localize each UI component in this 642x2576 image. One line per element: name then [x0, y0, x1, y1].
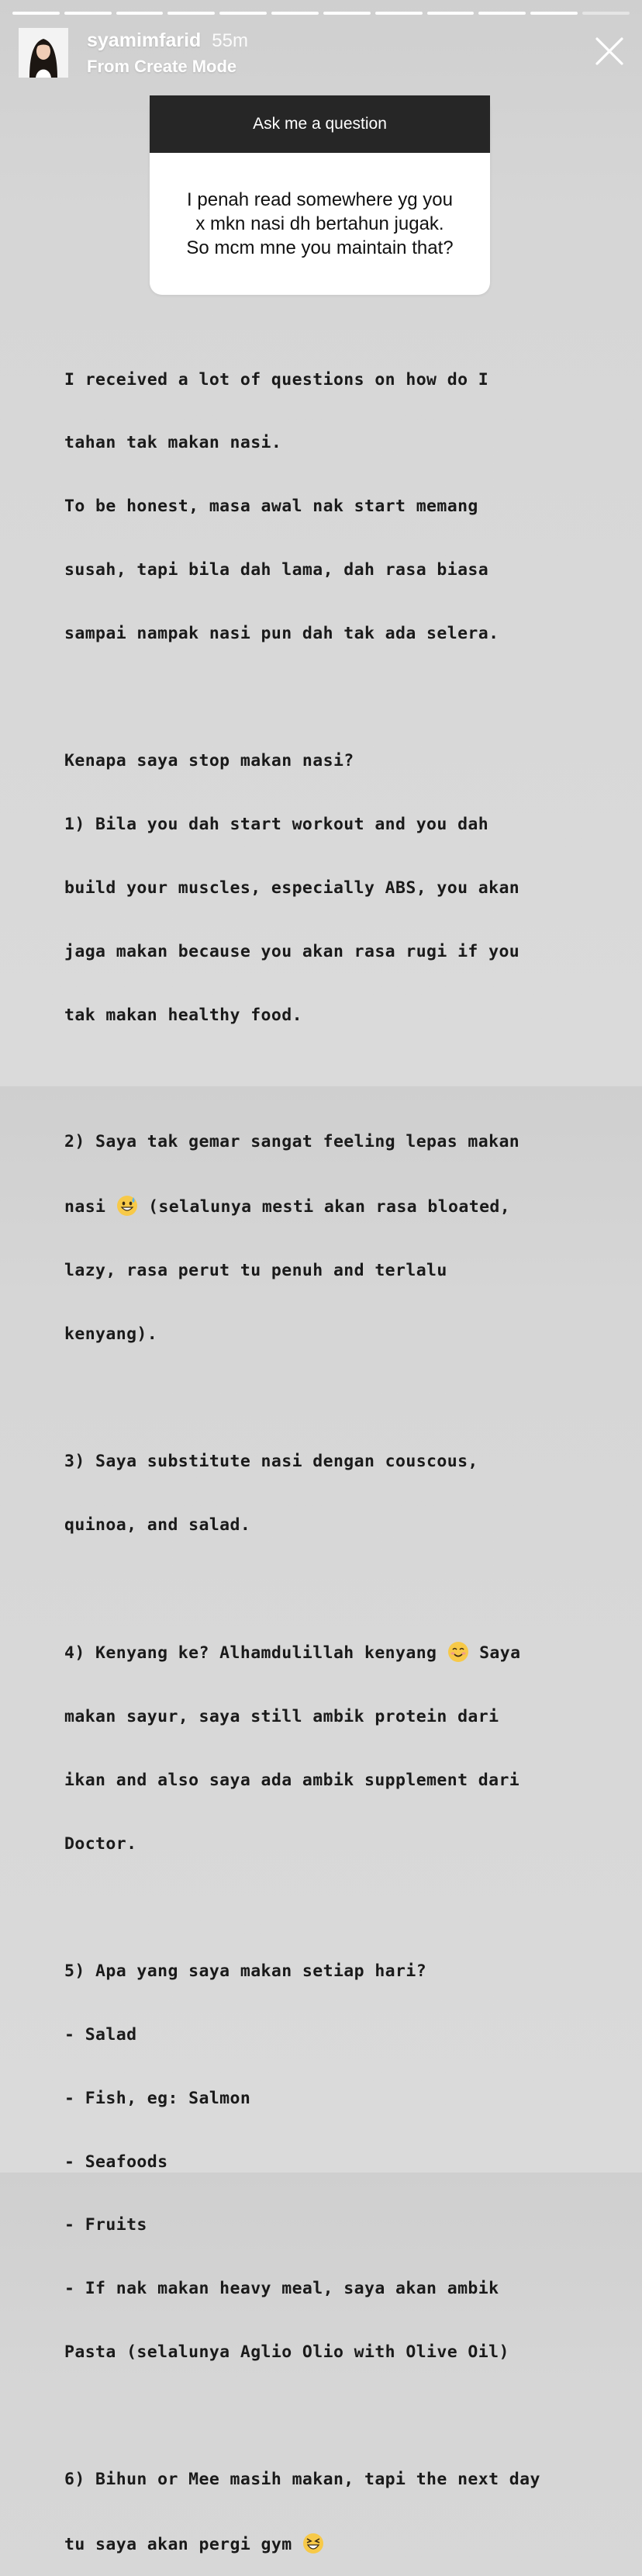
question-line: So mcm mne you maintain that? [186, 237, 454, 258]
progress-segment [271, 12, 319, 15]
grinning-sweat-emoji-icon [116, 1195, 138, 1217]
story-progress-bar [12, 12, 630, 15]
story-line: tak makan healthy food. [64, 1005, 302, 1025]
story-line: Pasta (selalunya Aglio Olio with Olive Oil) [64, 2342, 509, 2363]
story-line: quinoa, and salad. [64, 1515, 251, 1535]
story-line-part: tu saya akan pergi gym [64, 2534, 302, 2554]
story-line-part: 4) Kenyang ke? Alhamdulillah kenyang [64, 1643, 447, 1664]
story-blank-line [64, 1897, 607, 1918]
story-line [64, 2533, 607, 2555]
story-line: susah, tapi bila dah lama, dah rasa biasa [64, 560, 489, 580]
smiling-blush-emoji-icon [447, 1641, 469, 1663]
progress-segment [116, 12, 164, 15]
story-line-part: Saya [468, 1643, 521, 1664]
question-sticker-title: Ask me a question [150, 95, 490, 153]
progress-segment [12, 12, 60, 15]
story-line: makan sayur, saya still ambik protein dari [64, 1707, 499, 1727]
story-line [64, 1641, 607, 1664]
avatar[interactable] [19, 28, 68, 78]
story-blank-line [64, 1578, 607, 1599]
story-line: Kenapa saya stop makan nasi? [64, 750, 354, 770]
progress-segment [167, 12, 215, 15]
close-icon [594, 36, 625, 67]
story-line: 1) Bila you dah start workout and you dah [64, 814, 489, 834]
story-line: - Fish, eg: Salmon [64, 2088, 251, 2108]
progress-segment [64, 12, 112, 15]
story-line-part: nasi [64, 1197, 116, 1217]
story-line: I received a lot of questions on how do I [64, 369, 489, 390]
story-line: sampai nampak nasi pun dah tak ada selera. [64, 624, 499, 644]
close-button[interactable] [594, 36, 625, 67]
story-line: tahan tak makan nasi. [64, 433, 282, 453]
story-header [19, 28, 630, 79]
laughing-squint-emoji-icon [302, 2533, 324, 2554]
question-line: I penah read somewhere yg you [187, 189, 453, 210]
story-line: - Fruits [64, 2215, 147, 2235]
progress-segment [478, 12, 526, 15]
story-line: build your muscles, especially ABS, you akan [64, 878, 520, 898]
progress-segment [219, 12, 267, 15]
progress-segment [530, 12, 578, 15]
username[interactable]: syamimfarid [87, 29, 202, 51]
story-line: kenyang). [64, 1324, 158, 1344]
create-mode-label: From Create Mode [87, 57, 237, 76]
story-line: - Seafoods [64, 2152, 168, 2172]
story-line: 6) Bihun or Mee masih makan, tapi the next day [64, 2469, 540, 2489]
progress-segment [427, 12, 475, 15]
story-line: 2) Saya tak gemar sangat feeling lepas makan [64, 1132, 520, 1152]
question-line: x mkn nasi dh bertahun jugak. [195, 213, 444, 234]
post-time: 55m [212, 30, 248, 51]
story-blank-line [64, 1068, 607, 1089]
story-line: 5) Apa yang saya makan setiap hari? [64, 1961, 427, 1981]
progress-segment-current [582, 12, 630, 15]
story-line: To be honest, masa awal nak start memang [64, 497, 478, 517]
story-line: 3) Saya substitute nasi dengan couscous, [64, 1451, 478, 1471]
story-line: Doctor. [64, 1834, 137, 1854]
progress-segment [375, 12, 423, 15]
avatar-portrait-icon [19, 28, 68, 78]
story-line [64, 1195, 607, 1217]
progress-segment [323, 12, 371, 15]
story-blank-line [64, 1387, 607, 1408]
story-line: ikan and also saya ada ambik supplement dari [64, 1771, 520, 1791]
question-sticker-body [150, 153, 490, 295]
story-text [64, 327, 607, 2576]
story-line: - Salad [64, 2024, 137, 2045]
story-line: jaga makan because you akan rasa rugi if you [64, 941, 520, 961]
story-blank-line [64, 687, 607, 708]
story-blank-line [64, 2405, 607, 2426]
story-line: lazy, rasa perut tu penuh and terlalu [64, 1261, 447, 1281]
question-sticker [150, 95, 490, 295]
story-line-part: (selalunya mesti akan rasa bloated, [137, 1197, 511, 1217]
story-line: - If nak makan heavy meal, saya akan ambik [64, 2279, 499, 2299]
